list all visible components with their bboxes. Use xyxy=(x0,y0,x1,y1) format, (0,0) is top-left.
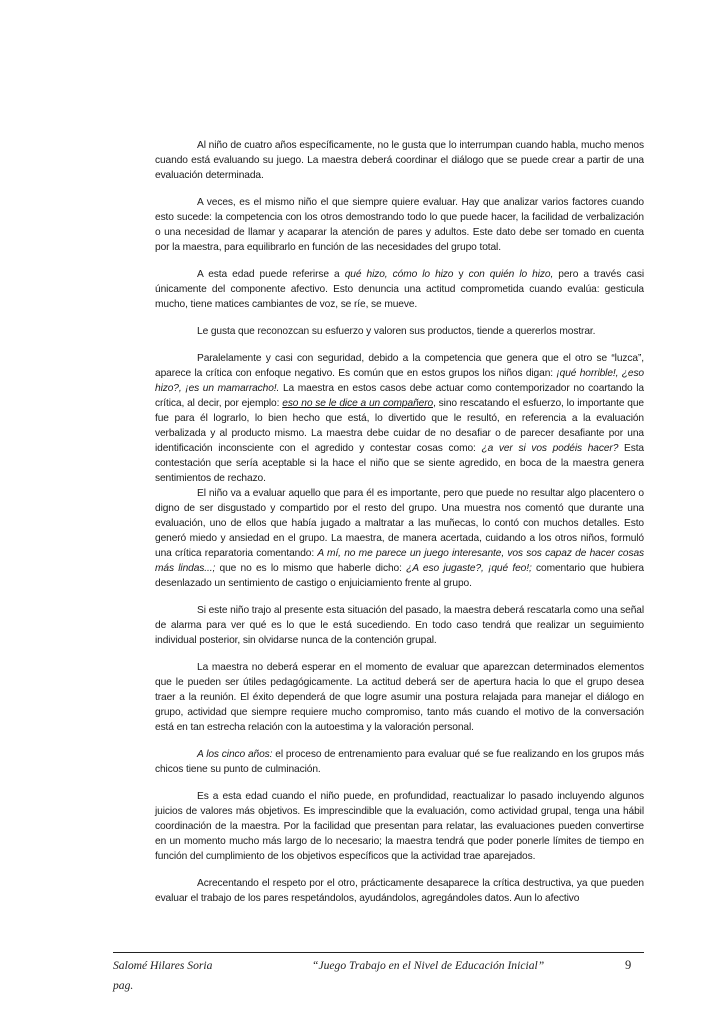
emphasis-cinco-anos: A los cinco años: xyxy=(197,749,273,760)
paragraph-8: La maestra no deberá esperar en el momento de evaluar que aparezcan determinados elementos que le pueden ser útiles pedagógicamente. La actitud deberá ser de apertura hacia lo que el grupo desea traer a la reunión. El éxito dependerá de que logre asumir una postura relajada para manejar el diálogo en grupo, actividad que siempre requiere mucho compromiso, tanto más cuando el motivo de la conversación está en tan estrecha relación con la autoestima y la valoración personal. xyxy=(155,662,644,733)
quote-que-horrible: ¡qué horrible!, ¿eso hizo?, ¡es un mamarracho!. xyxy=(155,368,644,394)
quote-a-ver-si-vos: ¿a ver si vos podéis hacer? xyxy=(481,443,619,454)
footer-title: “Juego Trabajo en el Nivel de Educación Inicial” xyxy=(312,959,545,972)
emphasis-con-quien: con quién lo hizo, xyxy=(468,269,554,280)
paragraph-1: Al niño de cuatro años específicamente, no le gusta que lo interrumpan cuando habla, mucho menos cuando está evaluando su juego. La maestra deberá coordinar el diálogo que se puede crear a partir de una evaluación determinada. xyxy=(155,140,644,181)
footer-rule xyxy=(113,952,644,953)
paragraph-3: A esta edad puede referirse a qué hizo, cómo lo hizo y con quién lo hizo, pero a través casi únicamente del componente afectivo. Esto denuncia una actitud comprometida cuando evalúa: gesticula mucho, tiene matices cambiantes de voz, se ríe, se mueve. xyxy=(155,269,645,310)
paragraph-4: Le gusta que reconozcan su esfuerzo y valoren sus productos, tiende a quererlos mostrar. xyxy=(197,326,596,337)
paragraph-6: El niño va a evaluar aquello que para él es importante, pero que puede no resultar algo placentero o digno de ser disgustado y compartido por el resto del grupo. Una muestra nos comentó que durante una evaluación, uno de ellos que había jugado a maltratar a las muñecas, lo contó con muchos detalles. Esto generó miedo y ansiedad en el grupo. La maestra, de manera acertada, cuidando a los otros niños, formuló una crítica reparatoria comentando: A mí, no me parece un juego interesante, vos sos capaz de hacer cosas más lindas...; que no es lo mismo que haberle dicho: ¿A eso jugaste?, ¡qué feo!; comentario que hubiera desenlazado un sentimiento de castigo o enjuiciamiento frente al grupo. xyxy=(155,488,644,589)
paragraph-2: A veces, es el mismo niño el que siempre quiere evaluar. Hay que analizar varios factores cuando esto sucede: la competencia con los otros demostrando todo lo que puede hacer, la facilidad de verbalización o una necesidad de llamar y acaparar la atención de pares y adultos. Este dato debe ser tomado en cuenta por la maestra, para equilibrarlo en función de las necesidades del grupo total. xyxy=(155,197,644,253)
paragraph-10: Es a esta edad cuando el niño puede, en profundidad, reactualizar lo pasado incluyendo algunos juicios de valores más objetivos. Es imprescindible que la evaluación, como actividad grupal, tenga una hábil coordinación de la maestra. Por la facilidad que presentan para relatar, las evaluaciones pueden convertirse en un momento mucho más largo de lo necesario; la maestra tendrá que poder ponerle límites de tiempo en función del cumplimiento de los objetivos específicos que la actividad trae aparejados. xyxy=(155,791,644,862)
quote-eso-no-se-dice: eso no se le dice a un compañero xyxy=(282,398,434,409)
paragraph-5: Paralelamente y casi con seguridad, debido a la competencia que genera que el otro se “luzca”, aparece la crítica con enfoque negativo. Es común que en estos grupos los niños digan: ¡qué horrible!, ¿eso hizo?, ¡es un mamarracho!. La maestra en estos casos debe actuar como contemporizador no coartando la crítica, al decir, por ejemplo: eso no se le dice a un compañero, sino rescatando el esfuerzo, lo importante que fue para él lograrlo, lo bien hecho que está, lo divertido que le resultó, en referencia a la evaluación verbalizada y al producto mismo. La maestra debe cuidar de no desafiar o de parecer desafiante por una identificación inconsciente con el agredido y contestar cosas como: ¿a ver si vos podéis hacer? Esta contestación que sería aceptable si la hace el niño que se siente agredido, en boca de la maestra genera sentimientos de rechazo. xyxy=(155,353,645,484)
quote-a-mi-no-me-parece: A mí, no me parece un juego interesante, vos sos capaz de hacer cosas más lindas...; xyxy=(155,548,644,574)
emphasis-que-hizo: qué hizo, cómo lo hizo xyxy=(344,269,454,280)
paragraph-9: A los cinco años: el proceso de entrenamiento para evaluar qué se fue realizando en los grupos más chicos tiene su punto de culminación. xyxy=(155,749,645,775)
footer-author: Salomé Hilares Soria xyxy=(113,959,213,972)
quote-a-eso-jugaste: ¿A eso jugaste?, ¡qué feo!; xyxy=(406,563,532,574)
body-text xyxy=(155,138,644,918)
paragraph-11: Acrecentando el respeto por el otro, prácticamente desaparece la crítica destructiva, ya que pueden evaluar el trabajo de los pares respetándolos, ayudándolos, agregándoles datos. Aun lo afectivo xyxy=(155,878,644,904)
footer-page-number: 9 xyxy=(625,958,632,972)
footer-pag-label: pag. xyxy=(113,979,134,992)
paragraph-7: Si este niño trajo al presente esta situación del pasado, la maestra deberá rescatarla como una señal de alarma para ver qué es lo que le está sucediendo. En todo caso tendrá que realizar un seguimiento individual posterior, sin olvidarse nunca de la contención grupal. xyxy=(155,605,644,646)
